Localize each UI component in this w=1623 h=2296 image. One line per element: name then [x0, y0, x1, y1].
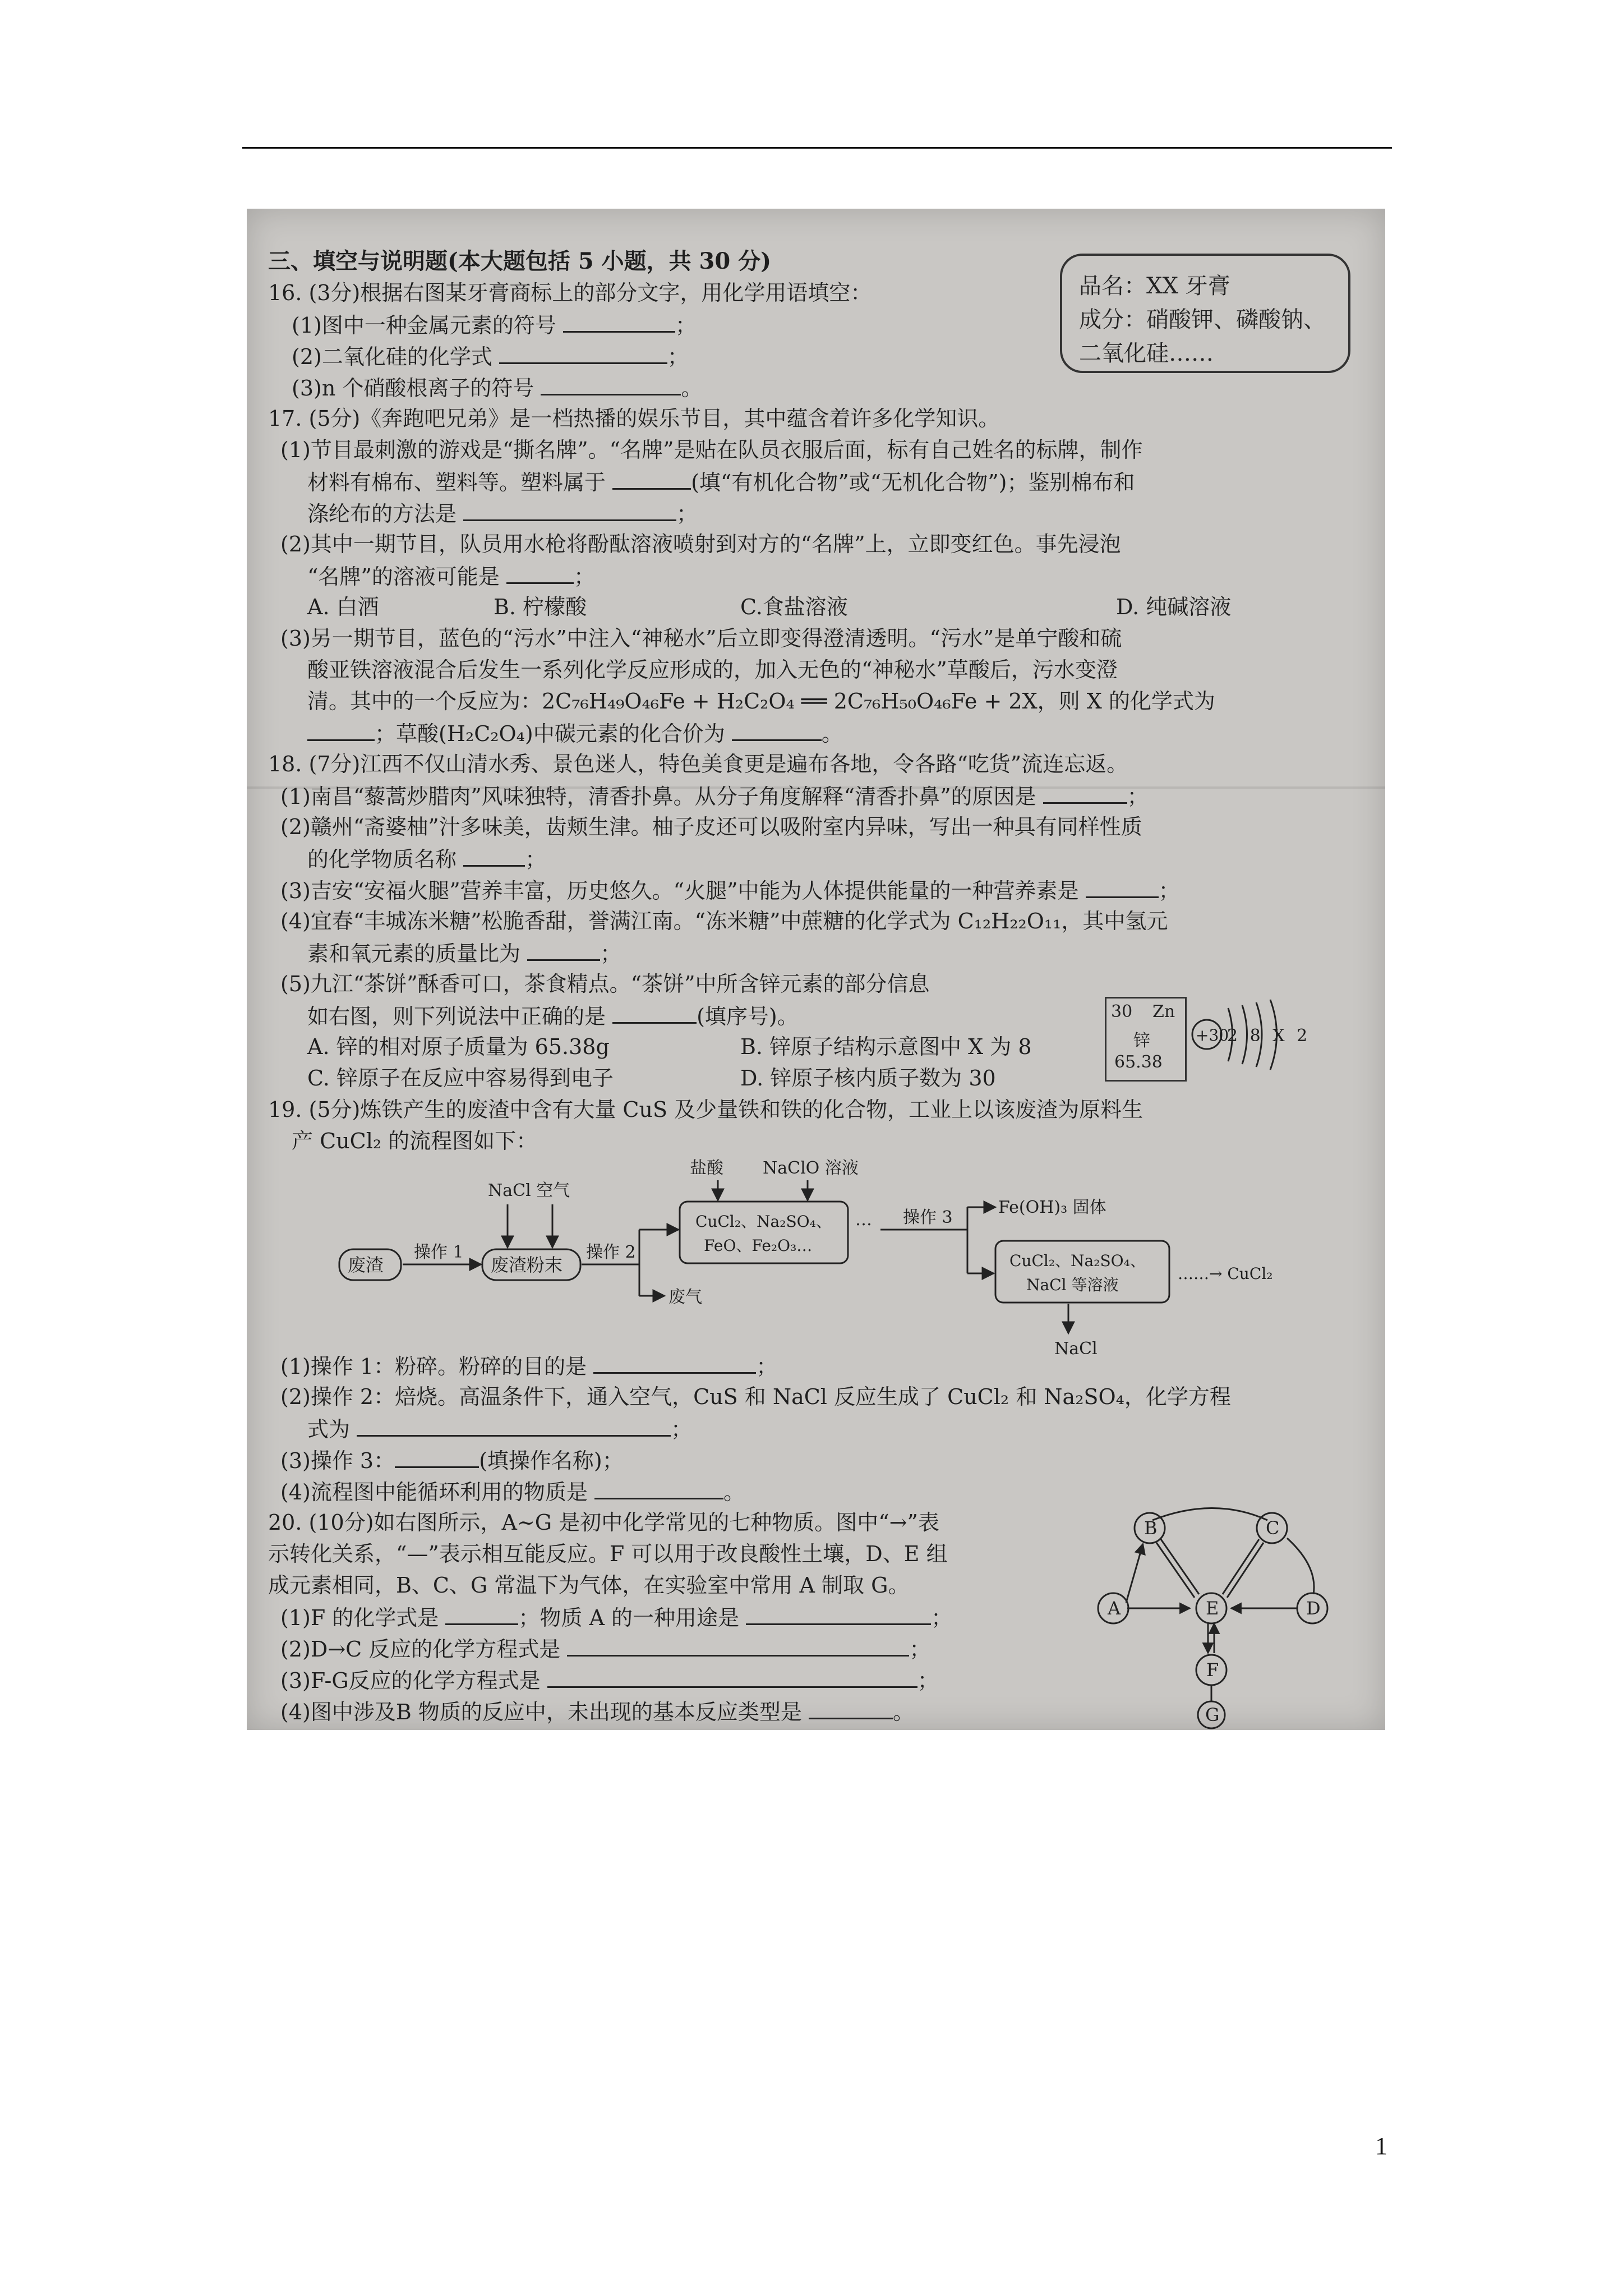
zinc-element-cell — [1105, 997, 1187, 1082]
product-label: ……→ CuCl₂ — [1178, 1264, 1273, 1283]
section-title: 三、填空与说明题(本大题包括 5 小题，共 30 分) — [268, 248, 772, 274]
zinc-symbol: Zn — [1152, 1002, 1175, 1022]
zinc-atomic-number: 30 — [1111, 1002, 1133, 1022]
q20-stem-c: 成元素相同，B、C、G 常温下为气体，在实验室中常用 A 制取 G。 — [268, 1573, 910, 1598]
q20-part3-text: (3)F-G反应的化学方程式是 — [280, 1668, 541, 1693]
q19-part3-hint: (填操作名称)； — [479, 1448, 624, 1473]
nacl-output-label: NaCl — [1054, 1339, 1098, 1359]
q20-part4-text: (4)图中涉及B 物质的反应中，未出现的基本反应类型是 — [280, 1700, 802, 1724]
q18-part2b: 的化学物质名称 ； — [307, 845, 546, 873]
q20-stem-b: 示转化关系，“—”表示相互能反应。F 可以用于改良酸性土壤，D、E 组 — [268, 1542, 948, 1566]
powder-label: 废渣粉末 — [491, 1254, 563, 1276]
q18-part5b-hint: (填序号)。 — [697, 1004, 799, 1029]
relation-c-e — [1227, 1543, 1264, 1598]
q18-part5b-text: 如右图，则下列说法中正确的是 — [307, 1004, 606, 1029]
op3-label: 操作 3 — [903, 1208, 953, 1227]
answer-blank[interactable] — [563, 311, 675, 333]
q18-option-d: D. 锌原子核内质子数为 30 — [740, 1066, 996, 1091]
answer-blank[interactable] — [547, 1666, 917, 1688]
answer-blank[interactable] — [612, 1002, 697, 1024]
feoh3-label: Fe(OH)₃ 固体 — [998, 1198, 1106, 1217]
node-a-label: A — [1108, 1598, 1121, 1619]
q18-option-c: C. 锌原子在反应中容易得到电子 — [307, 1066, 614, 1091]
node-g-label: G — [1205, 1704, 1220, 1726]
toothpaste-label — [1060, 254, 1350, 373]
mixture1-line1: CuCl₂、Na₂SO₄、 — [695, 1212, 832, 1231]
q17-part3d-text: ；草酸(H₂C₂O₄)中碳元素的化合价为 — [375, 721, 725, 746]
q20-part2: (2)D→C 反应的化学方程式是 ； — [280, 1635, 930, 1663]
q18-part1: (1)南昌“藜蒿炒腊肉”风味独特，清香扑鼻。从分子角度解释“清香扑鼻”的原因是 ； — [280, 782, 1149, 810]
answer-blank[interactable] — [445, 1603, 518, 1625]
nucleus-charge: +30 — [1196, 1026, 1229, 1045]
q18-part4a: (4)宜春“丰城冻米糖”松脆香甜，誉满江南。“冻米糖”中蔗糖的化学式为 C₁₂H₂₂O₁₁，其中氢元 — [280, 909, 1168, 933]
q19-part2a: (2)操作 2：焙烧。高温条件下，通入空气，CuS 和 NaCl 反应生成了 CuCl₂ 和 Na₂SO₄，化学方程 — [280, 1384, 1231, 1409]
q19-part1-text: (1)操作 1：粉碎。粉碎的目的是 — [280, 1354, 587, 1379]
answer-blank[interactable] — [463, 845, 525, 867]
answer-blank[interactable] — [594, 1478, 723, 1499]
answer-blank[interactable] — [499, 342, 667, 364]
label-ingredients-1: 成分：硝酸钾、磷酸钠、 — [1079, 307, 1326, 333]
mixture1-line2: FeO、Fe₂O₃… — [704, 1236, 813, 1255]
answer-blank[interactable] — [593, 1352, 756, 1374]
node-f-label: F — [1206, 1659, 1219, 1681]
q17-part3d: ；草酸(H₂C₂O₄)中碳元素的化合价为 。 — [307, 719, 843, 747]
relation-b-e — [1161, 1539, 1199, 1594]
q17-part1c: 涤纶布的方法是 ； — [307, 499, 698, 527]
waste-gas-label: 废气 — [668, 1287, 702, 1307]
q16-part3-text: (3)n 个硝酸根离子的符号 — [292, 376, 534, 401]
q19-part2b-text: 式为 — [307, 1417, 351, 1442]
q19-part1: (1)操作 1：粉碎。粉碎的目的是 ； — [280, 1352, 777, 1380]
mixture2-line1: CuCl₂、Na₂SO₄、 — [1009, 1251, 1146, 1270]
q16-part3: (3)n 个硝酸根离子的符号 。 — [292, 374, 703, 402]
q19-part3-text: (3)操作 3： — [280, 1448, 395, 1473]
q16-part2: (2)二氧化硅的化学式 ； — [292, 342, 689, 370]
zinc-name: 锌 — [1133, 1031, 1150, 1051]
relation-b-e — [1156, 1543, 1195, 1598]
q20-part2-text: (2)D→C 反应的化学方程式是 — [280, 1637, 561, 1662]
answer-blank[interactable] — [1043, 782, 1127, 804]
answer-blank[interactable] — [527, 939, 600, 961]
substance-relation-diagram — [1094, 1499, 1368, 1729]
answer-blank[interactable] — [567, 1635, 909, 1657]
q19-stem-b: 产 CuCl₂ 的流程图如下： — [292, 1129, 538, 1153]
q17-part1a: (1)节目最刺激的游戏是“撕名牌”。“名牌”是贴在队员衣服后面，标有自己姓名的标牌，制作 — [280, 438, 1143, 462]
q17-part3b: 酸亚铁溶液混合后发生一系列化学反应形成的，加入无色的“神秘水”草酸后，污水变澄 — [307, 657, 1118, 682]
q17-option-d: D. 纯碱溶液 — [1116, 595, 1232, 619]
answer-blank[interactable] — [395, 1446, 479, 1468]
q17-option-b: B. 柠檬酸 — [494, 595, 587, 619]
q17-part3a: (3)另一期节目，蓝色的“污水”中注入“神秘水”后立即变得澄清透明。“污水”是单宁酸和硫 — [280, 626, 1122, 651]
q18-option-b: B. 锌原子结构示意图中 X 为 8 — [740, 1034, 1032, 1059]
q18-part4b: 素和氧元素的质量比为 ； — [307, 939, 621, 967]
q17-part2b: “名牌”的溶液可能是 ； — [307, 562, 595, 590]
node-b-label: B — [1144, 1517, 1158, 1539]
q17-part2a: (2)其中一期节目，队员用水枪将酚酞溶液喷射到对方的“名牌”上，立即变红色。事先浸泡 — [280, 532, 1121, 556]
answer-blank[interactable] — [506, 562, 574, 584]
q20-part3: (3)F-G反应的化学方程式是 ； — [280, 1666, 939, 1694]
q17-part1b-hint: (填“有机化合物”或“无机化合物”)；鉴别棉布和 — [691, 470, 1135, 495]
answer-blank[interactable] — [732, 719, 822, 741]
inputs1-label: NaCl 空气 — [488, 1181, 570, 1200]
label-ingredients-2: 二氧化硅…… — [1079, 341, 1214, 366]
relation-arc-b-c — [1152, 1508, 1267, 1521]
label-name: 品名：XX 牙膏 — [1079, 273, 1230, 299]
answer-blank[interactable] — [541, 374, 681, 395]
naclo-label: NaClO 溶液 — [763, 1158, 859, 1178]
answer-blank[interactable] — [307, 719, 375, 741]
answer-blank[interactable] — [612, 468, 691, 490]
answer-blank[interactable] — [357, 1415, 671, 1437]
q19-part4: (4)流程图中能循环利用的物质是 。 — [280, 1478, 745, 1506]
zinc-atomic-mass: 65.38 — [1114, 1052, 1163, 1072]
waste-label: 废渣 — [348, 1254, 384, 1276]
answer-blank[interactable] — [463, 499, 676, 521]
q20-part4: (4)图中涉及B 物质的反应中，未出现的基本反应类型是 。 — [280, 1697, 914, 1726]
arrow-a-b — [1126, 1544, 1143, 1603]
q18-part2a: (2)赣州“斋婆柚”汁多味美，齿颊生津。柚子皮还可以吸附室内异味，写出一种具有同样性质 — [280, 815, 1142, 839]
q18-part2b-text: 的化学物质名称 — [307, 847, 457, 872]
dots-label: … — [855, 1210, 872, 1230]
q16-part2-text: (2)二氧化硅的化学式 — [292, 344, 492, 369]
q18-part5a: (5)九江“茶饼”酥香可口，茶食精点。“茶饼”中所含锌元素的部分信息 — [280, 972, 930, 996]
zinc-atom-structure-diagram — [1189, 988, 1311, 1084]
mixture2-line2: NaCl 等溶液 — [1026, 1276, 1119, 1294]
q17-option-a: A. 白酒 — [307, 595, 379, 619]
q18-stem: 18. (7分)江西不仅山清水秀、景色迷人，特色美食更是遍布各地，令各路“吃货”流连忘返。 — [268, 752, 1128, 776]
q20-part1: (1)F 的化学式是 ；物质 A 的一种用途是 ； — [280, 1603, 952, 1631]
q18-part5b — [307, 1002, 799, 1030]
q17-option-c: C.食盐溶液 — [740, 595, 848, 619]
q20-stem-a: 20. (10分)如右图所示，A~G 是初中化学常见的七种物质。图中“→”表 — [268, 1510, 939, 1535]
header-rule — [242, 147, 1392, 149]
q16-stem: 16. (3分)根据右图某牙膏商标上的部分文字，用化学用语填空： — [268, 280, 872, 305]
op2-label: 操作 2 — [586, 1243, 636, 1262]
q17-part1b — [307, 468, 1135, 496]
answer-blank[interactable] — [746, 1603, 931, 1625]
q19-part3 — [280, 1446, 624, 1474]
answer-blank[interactable] — [809, 1697, 893, 1719]
node-d-label: D — [1306, 1598, 1321, 1619]
q18-part4b-text: 素和氧元素的质量比为 — [307, 941, 521, 966]
relation-c-e — [1223, 1539, 1259, 1594]
q19-part4-text: (4)流程图中能循环利用的物质是 — [280, 1480, 588, 1504]
node-c-label: C — [1266, 1517, 1280, 1539]
q17-part1b-text: 材料有棉布、塑料等。塑料属于 — [307, 470, 606, 495]
q19-part2b: 式为 ； — [307, 1415, 692, 1443]
q17-part1c-text: 涤纶布的方法是 — [307, 501, 457, 526]
answer-blank[interactable] — [1086, 876, 1159, 898]
node-e-label: E — [1206, 1598, 1219, 1619]
q20-part1-text: (1)F 的化学式是 — [280, 1605, 439, 1630]
q16-part1: (1)图中一种金属元素的符号 ； — [292, 311, 697, 339]
q19-stem-a: 19. (5分)炼铁产生的废渣中含有大量 CuS 及少量铁和铁的化合物，工业上以该废渣为原料生 — [268, 1097, 1144, 1122]
scanned-exam-photo — [247, 209, 1385, 1730]
q18-part1-text: (1)南昌“藜蒿炒腊肉”风味独特，清香扑鼻。从分子角度解释“清香扑鼻”的原因是 — [280, 784, 1036, 809]
q18-option-a: A. 锌的相对原子质量为 65.38g — [307, 1034, 610, 1059]
shell-electrons: 2 8 X 2 — [1227, 1026, 1311, 1046]
q16-part1-text: (1)图中一种金属元素的符号 — [292, 313, 556, 338]
process-flow-diagram — [247, 1157, 1385, 1375]
op1-label: 操作 1 — [414, 1243, 464, 1262]
q17-part3c: 清。其中的一个反应为：2C₇₆H₄₉O₄₆Fe + H₂C₂O₄ ══ 2C₇₆H₅₀O₄₆Fe + 2X，则 X 的化学式为 — [307, 689, 1215, 714]
q17-part2b-text: “名牌”的溶液可能是 — [307, 564, 500, 589]
q20-part1-text-b: ；物质 A 的一种用途是 — [518, 1605, 739, 1630]
page-number: 1 — [1375, 2132, 1387, 2160]
hcl-label: 盐酸 — [690, 1158, 723, 1178]
relation-c-d — [1287, 1538, 1314, 1594]
q18-part3: (3)吉安“安福火腿”营养丰富，历史悠久。“火腿”中能为人体提供能量的一种营养素是 ； — [280, 876, 1180, 904]
q17-stem: 17. (5分)《奔跑吧兄弟》是一档热播的娱乐节目，其中蕴含着许多化学知识。 — [268, 406, 1000, 431]
q18-part3-text: (3)吉安“安福火腿”营养丰富，历史悠久。“火腿”中能为人体提供能量的一种营养素是 — [280, 878, 1079, 903]
